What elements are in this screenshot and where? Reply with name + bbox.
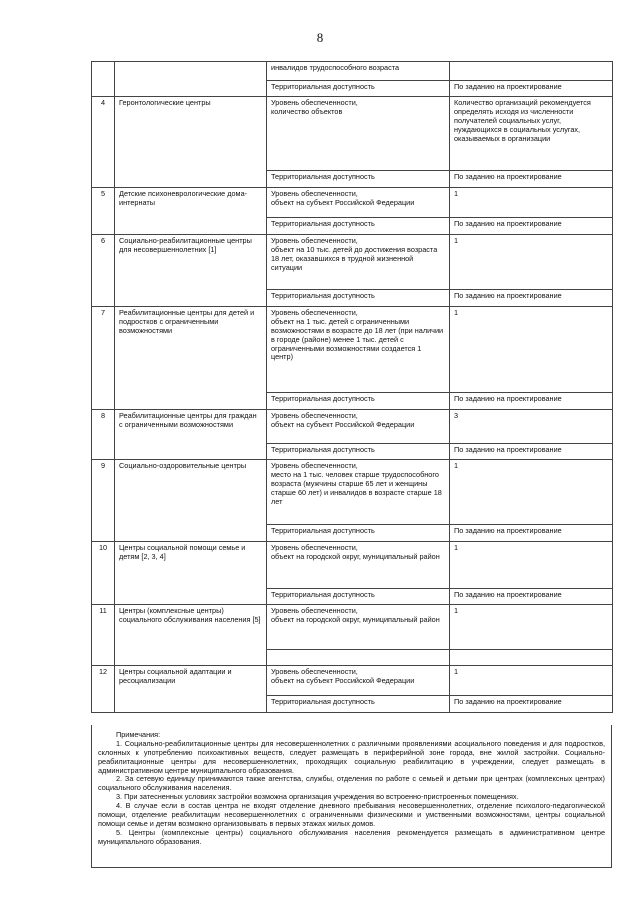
indicator-label: Уровень обеспеченности, объект на 1 тыс. детей с ограниченными возможностями в возрасте до 18 лет (при наличии в городе (районе) менее 1 тыс. детей с ограниченными возможностями создается 1 центр) [267,307,450,393]
page-number: 8 [316,30,324,45]
facility-type: Центры социальной адаптации и ресоциализации [115,666,267,713]
indicator-value [450,650,613,666]
indicator-label: Территориальная доступность [267,290,450,307]
indicator-label: Уровень обеспеченности, объект на городской округ, муниципальный район [267,605,450,650]
row-number [92,62,115,97]
indicator-value: 1 [450,188,613,218]
row-number: 9 [92,460,115,542]
norms-table [91,61,613,713]
indicator-label: Территориальная доступность [267,171,450,188]
facility-type [115,62,267,97]
table-row [92,97,613,171]
indicator-label: Уровень обеспеченности, объект на 10 тыс. детей до достижения возраста 18 лет, оказавшихся в трудной жизненной ситуации [267,235,450,290]
row-number: 12 [92,666,115,713]
indicator-value: 1 [450,542,613,589]
indicator-value: По заданию на проектирование [450,696,613,713]
indicator-value: 1 [450,307,613,393]
indicator-value: По заданию на проектирование [450,81,613,97]
indicator-label: Территориальная доступность [267,589,450,605]
facility-type: Социально-оздоровительные центры [115,460,267,542]
indicator-label: Уровень обеспеченности, место на 1 тыс. человек старше трудоспособного возраста (мужчины старше 65 лет и женщины старше 60 лет) и инвалидов в возрасте старше 18 лет [267,460,450,525]
indicator-label: Уровень обеспеченности, объект на субъект Российской Федерации [267,188,450,218]
facility-type: Геронтологические центры [115,97,267,188]
facility-type: Детские психоневрологические дома-интернаты [115,188,267,235]
indicator-label: Территориальная доступность [267,218,450,235]
row-number: 4 [92,97,115,188]
indicator-value: Количество организаций рекомендуется определять исходя из численности получателей социальных услуг, нуждающихся в социальных услугах, оказываемых в организации [450,97,613,171]
row-number: 6 [92,235,115,307]
note-1: 1. Социально-реабилитационные центры для несовершеннолетних с различными проявлениями асоциального поведения и для подростков, склонных к употреблению психоактивных веществ, следует размещать в периферийной зоне города, вне жилой застройки. Социально-реабилитационные центры для несовершеннолетних, проходящих социальную реабилитацию в учреждении, следует размещать в административном центре муниципального образования. [98,738,605,775]
table-row [92,666,613,696]
indicator-value: 1 [450,460,613,525]
facility-type: Центры (комплексные центры) социального обслуживания населения [5] [115,605,267,666]
indicator-value: По заданию на проектирование [450,393,613,410]
row-number: 10 [92,542,115,605]
indicator-label: Уровень обеспеченности, объект на субъект Российской Федерации [267,410,450,444]
indicator-label: Территориальная доступность [267,81,450,97]
indicator-value: 1 [450,235,613,290]
indicator-value: 1 [450,666,613,696]
indicator-value: По заданию на проектирование [450,589,613,605]
indicator-value: По заданию на проектирование [450,444,613,460]
row-number: 11 [92,605,115,666]
table-row [92,410,613,444]
indicator-label: Территориальная доступность [267,696,450,713]
facility-type: Реабилитационные центры для граждан с ограниченными возможностями [115,410,267,460]
facility-type: Социально-реабилитационные центры для несовершеннолетних [1] [115,235,267,307]
note-4: 4. В случае если в состав центра не входят отделение дневного пребывания несовершеннолетних, отделение психолого-педагогической помощи, отделение реабилитации несовершеннолетних с ограниченными физическими и умственными возможностями, центры социальной помощи семье и детям возможно организовывать в первых этажах жилых домов. [98,801,605,828]
row-number: 8 [92,410,115,460]
facility-type: Центры социальной помощи семье и детям [2, 3, 4] [115,542,267,605]
indicator-label: инвалидов трудоспособного возраста [267,62,450,81]
indicator-label: Уровень обеспеченности, объект на городской округ, муниципальный район [267,542,450,589]
indicator-label: Уровень обеспеченности, количество объектов [267,97,450,171]
indicator-value [450,62,613,81]
table-row [92,188,613,218]
table-row [92,542,613,589]
indicator-value: По заданию на проектирование [450,171,613,188]
indicator-value: По заданию на проектирование [450,290,613,307]
note-5: 5. Центры (комплексные центры) социального обслуживания населения рекомендуется размещать в административном центре муниципального образования. [98,827,605,846]
indicator-value: По заданию на проектирование [450,218,613,235]
indicator-value: 3 [450,410,613,444]
table-row [92,235,613,290]
indicator-label: Территориальная доступность [267,525,450,542]
table-row [92,460,613,525]
table-row [92,62,613,81]
table-row [92,307,613,393]
indicator-label: Территориальная доступность [267,393,450,410]
indicator-value: По заданию на проектирование [450,525,613,542]
notes-section [91,725,612,868]
indicator-label: Территориальная доступность [267,444,450,460]
indicator-value: 1 [450,605,613,650]
row-number: 7 [92,307,115,410]
indicator-label [267,650,450,666]
row-number: 5 [92,188,115,235]
indicator-label: Уровень обеспеченности, объект на субъект Российской Федерации [267,666,450,696]
note-3: 3. При затесненных условиях застройки возможна организация учреждения во встроенно-пристроенных помещениях. [116,792,519,802]
table-row [92,605,613,650]
notes-title: Примечания: [116,730,161,739]
note-2: 2. За сетевую единицу принимаются также агентства, службы, отделения по работе с семьей и детьми при центрах (комплексных центрах) социального обслуживания населения. [98,774,605,793]
facility-type: Реабилитационные центры для детей и подростков с ограниченными возможностями [115,307,267,410]
